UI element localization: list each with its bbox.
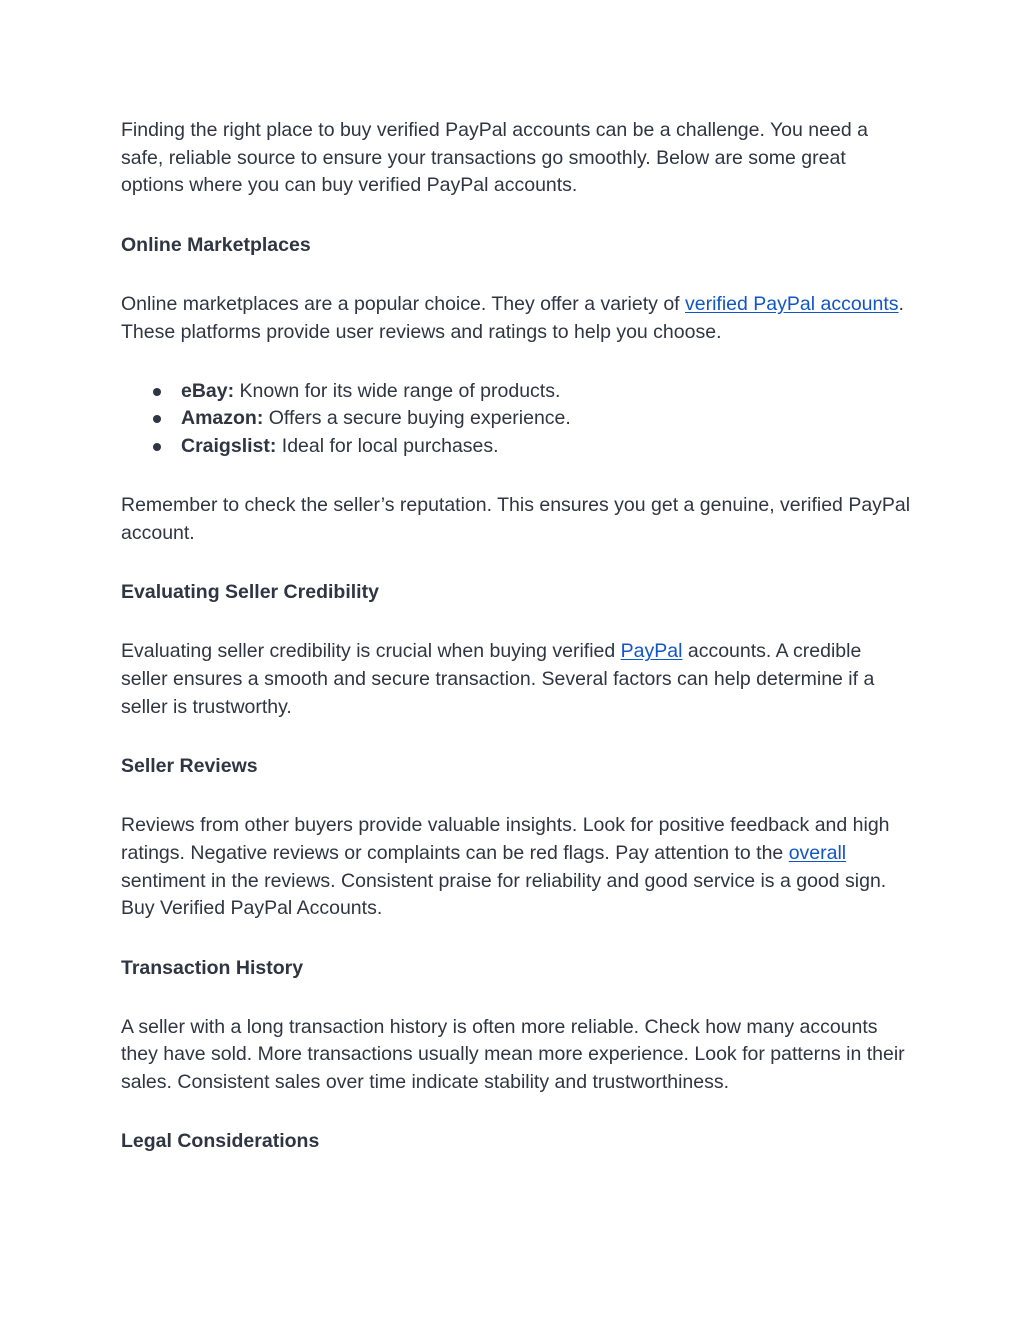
bullet-icon xyxy=(153,443,161,451)
paragraph-text: accounts. A credible seller ensures a smooth and secure transaction. Several factors can help determine if a seller is trustworthy. xyxy=(121,640,875,718)
paragraph-text: Reviews from other buyers provide valuable insights. Look for positive feedback and high ratings. Negative reviews or complaints can be red flags. Pay attention to the xyxy=(121,814,890,864)
transaction-history-paragraph: A seller with a long transaction history is often more reliable. Check how many accounts they have sold. More transactions usually mean more experience. Look for patterns in their sales. Consistent sales over time indicate stability and trustworthiness. xyxy=(121,1015,905,1094)
bullet-icon xyxy=(153,388,161,396)
online-marketplaces-paragraph xyxy=(121,291,911,346)
list-item xyxy=(121,378,911,406)
list-item xyxy=(121,433,911,461)
list-item-desc: Offers a secure buying experience. xyxy=(263,407,571,430)
list-item xyxy=(121,405,911,433)
paypal-link[interactable]: PayPal xyxy=(620,640,683,663)
list-item-term: eBay: xyxy=(181,379,235,402)
intro-paragraph: Finding the right place to buy verified PayPal accounts can be a challenge. You need a safe, reliable source to ensure your transactions go smoothly. Below are some great options where you can buy verified PayPal accounts. xyxy=(121,119,868,197)
marketplace-list xyxy=(121,378,911,461)
list-item-desc: Known for its wide range of products. xyxy=(234,379,561,402)
heading-legal-considerations: Legal Considerations xyxy=(121,1130,320,1153)
heading-transaction-history: Transaction History xyxy=(121,956,304,979)
bullet-icon xyxy=(153,415,161,423)
seller-credibility-paragraph xyxy=(121,638,911,721)
paragraph-text: Online marketplaces are a popular choice. They offer a variety of xyxy=(121,292,685,315)
heading-evaluating-seller-credibility: Evaluating Seller Credibility xyxy=(121,581,379,604)
list-item-term: Craigslist: xyxy=(181,435,277,458)
heading-online-marketplaces: Online Marketplaces xyxy=(121,233,311,256)
heading-seller-reviews: Seller Reviews xyxy=(121,755,258,778)
paragraph-text: sentiment in the reviews. Consistent praise for reliability and good service is a good sign. Buy Verified PayPal Accounts. xyxy=(121,869,887,920)
list-item-term: Amazon: xyxy=(181,407,264,430)
paragraph-text: . These platforms provide user reviews and ratings to help you choose. xyxy=(121,292,904,343)
reputation-paragraph: Remember to check the seller’s reputation. This ensures you get a genuine, verified PayPal account. xyxy=(121,494,911,545)
list-item-desc: Ideal for local purchases. xyxy=(276,435,499,458)
paragraph-text: Evaluating seller credibility is crucial when buying verified xyxy=(121,640,621,663)
verified-paypal-accounts-link[interactable]: verified PayPal accounts xyxy=(685,292,899,315)
overall-link[interactable]: overall xyxy=(788,841,847,864)
seller-reviews-paragraph xyxy=(121,812,911,923)
document-page xyxy=(121,117,911,1156)
